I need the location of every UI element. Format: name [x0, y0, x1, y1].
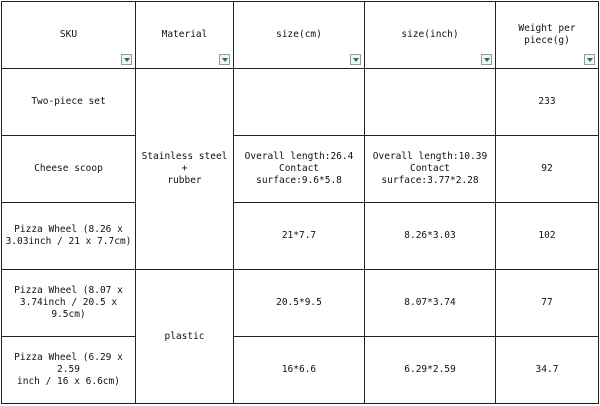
header-size-cm-label: size(cm): [276, 29, 322, 40]
sku-text: Pizza Wheel (8.07 x 3.74inch / 20.5 x 9.5cm): [14, 285, 123, 320]
weight-text: 92: [541, 163, 553, 174]
header-size-inch: [365, 2, 496, 69]
cell-size-inch[interactable]: [365, 337, 496, 404]
header-row: [2, 2, 599, 69]
cell-weight[interactable]: [496, 270, 599, 337]
size-inch-text: 8.07*3.74: [404, 297, 456, 308]
cell-weight[interactable]: [496, 337, 599, 404]
table-row: [2, 69, 599, 136]
cell-weight[interactable]: [496, 69, 599, 136]
filter-dropdown-icon[interactable]: [584, 54, 595, 65]
weight-text: 77: [541, 297, 553, 308]
size-inch-text: Overall length:10.39 Contact surface:3.77*2.28: [372, 151, 488, 186]
sku-text: Two-piece set: [31, 96, 106, 107]
material-text: plastic: [164, 330, 205, 342]
table-row: [2, 136, 599, 203]
filter-dropdown-icon[interactable]: [219, 54, 230, 65]
header-size-inch-label: size(inch): [401, 29, 459, 40]
cell-sku[interactable]: [2, 69, 136, 136]
cell-size-cm[interactable]: [234, 136, 365, 203]
cell-sku[interactable]: [2, 136, 136, 203]
spec-table: [1, 1, 599, 404]
size-cm-text: 20.5*9.5: [276, 297, 322, 308]
header-material: [136, 2, 234, 69]
sku-text: Pizza Wheel (6.29 x 2.59 inch / 16 x 6.6cm): [14, 352, 123, 387]
header-size-cm: [234, 2, 365, 69]
size-inch-text: 6.29*2.59: [404, 364, 456, 375]
weight-text: 233: [538, 96, 556, 107]
table-row: [2, 270, 599, 337]
cell-sku[interactable]: [2, 203, 136, 270]
sku-text: Cheese scoop: [34, 163, 103, 174]
header-sku-label: SKU: [59, 29, 78, 40]
cell-material[interactable]: [136, 270, 234, 404]
cell-weight[interactable]: [496, 136, 599, 203]
material-text: Stainless steel + rubber: [141, 151, 228, 186]
size-cm-text: 21*7.7: [281, 230, 317, 241]
table-row: [2, 203, 599, 270]
size-cm-text: 16*6.6: [281, 364, 317, 375]
cell-size-inch[interactable]: [365, 136, 496, 203]
weight-text: 34.7: [535, 364, 559, 375]
cell-size-inch[interactable]: [365, 203, 496, 270]
cell-material[interactable]: [136, 69, 234, 270]
size-inch-text: 8.26*3.03: [404, 230, 456, 241]
sku-text: Pizza Wheel (8.26 x 3.03inch / 21 x 7.7cm): [5, 224, 132, 247]
cell-sku[interactable]: [2, 337, 136, 404]
cell-sku[interactable]: [2, 270, 136, 337]
cell-size-inch[interactable]: [365, 69, 496, 136]
cell-size-cm[interactable]: [234, 203, 365, 270]
table-row: [2, 337, 599, 404]
header-weight-label: Weight per piece(g): [518, 23, 576, 46]
cell-size-cm[interactable]: [234, 69, 365, 136]
cell-size-cm[interactable]: [234, 270, 365, 337]
header-weight: [496, 2, 599, 69]
cell-size-cm[interactable]: [234, 337, 365, 404]
header-material-label: Material: [161, 29, 208, 40]
size-cm-text: Overall length:26.4 Contact surface:9.6*5.8: [244, 151, 354, 186]
filter-dropdown-icon[interactable]: [481, 54, 492, 65]
weight-text: 102: [538, 230, 556, 241]
header-sku: [2, 2, 136, 69]
filter-dropdown-icon[interactable]: [350, 54, 361, 65]
filter-dropdown-icon[interactable]: [121, 54, 132, 65]
cell-weight[interactable]: [496, 203, 599, 270]
cell-size-inch[interactable]: [365, 270, 496, 337]
